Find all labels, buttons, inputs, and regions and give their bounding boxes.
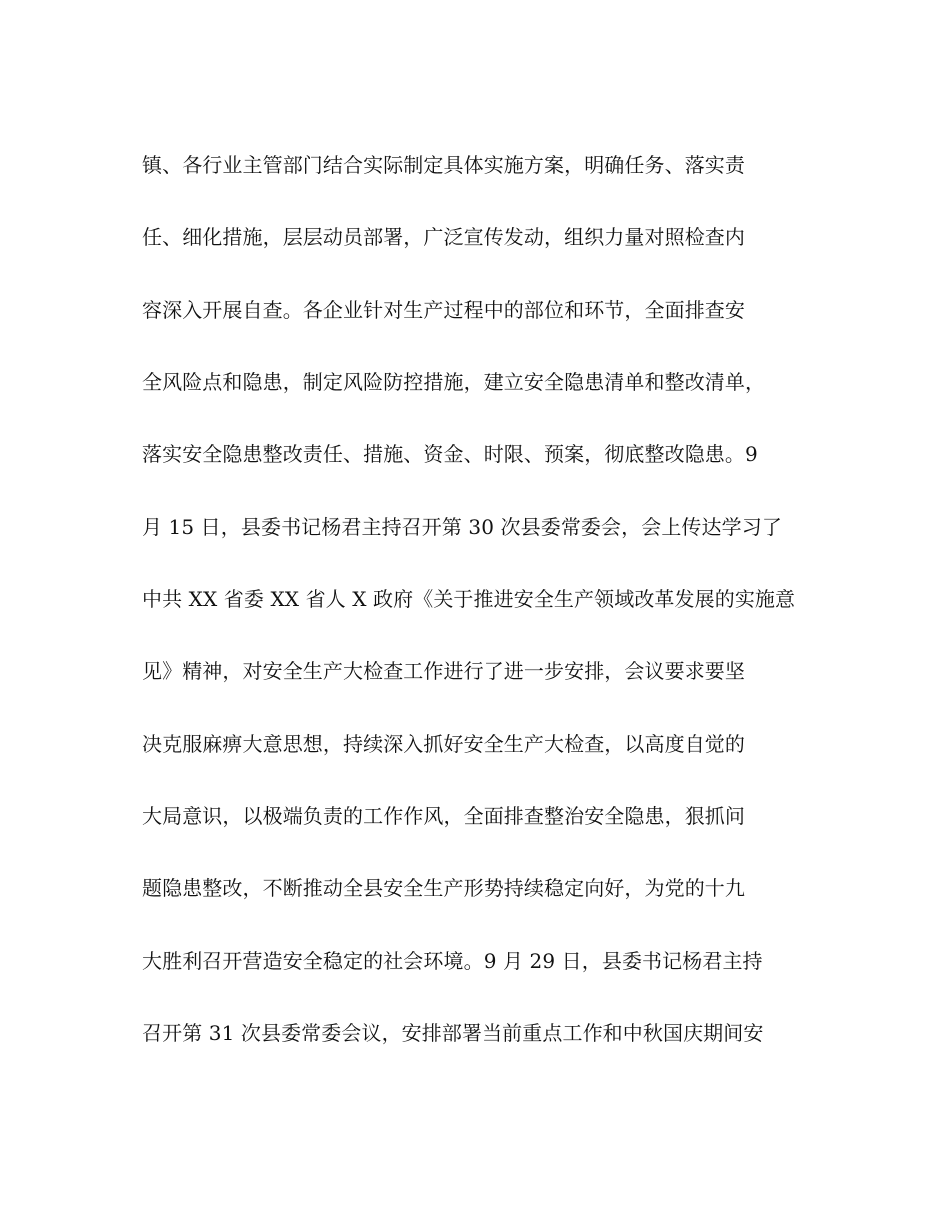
text-line: 召开第 31 次县委常委会议，安排部署当前重点工作和中秋国庆期间安	[142, 1021, 764, 1046]
text-line: 决克服麻痹大意思想，持续深入抓好安全生产大检查，以高度自觉的	[142, 731, 745, 756]
text-line: 全风险点和隐患，制定风险防控措施，建立安全隐患清单和整改清单，	[142, 370, 766, 395]
text-line: 容深入开展自查。各企业针对生产过程中的部位和环节，全面排查安	[142, 297, 745, 322]
text-line: 大局意识，以极端负责的工作作风，全面排查整治安全隐患，狠抓问	[142, 804, 745, 829]
text-line: 任、细化措施，层层动员部署，广泛宣传发动，组织力量对照检查内	[142, 225, 745, 250]
text-line: 镇、各行业主管部门结合实际制定具体实施方案，明确任务、落实责	[142, 153, 745, 177]
text-line: 题隐患整改，不断推动全县安全生产形势持续稳定向好，为党的十九	[142, 876, 745, 901]
text-line: 大胜利召开营造安全稳定的社会环境。9 月 29 日，县委书记杨君主持	[142, 948, 763, 973]
text-line: 见》精神，对安全生产大检查工作进行了进一步安排，会议要求要坚	[142, 659, 745, 684]
text-line: 月 15 日，县委书记杨君主持召开第 30 次县委常委会，会上传达学习了	[142, 514, 782, 539]
body-text	[142, 138, 822, 1078]
text-line: 落实安全隐患整改责任、措施、资金、时限、预案，彻底整改隐患。9	[142, 442, 758, 467]
text-line: 中共 XX 省委 XX 省人 X 政府《关于推进安全生产领域改革发展的实施意	[142, 587, 796, 612]
